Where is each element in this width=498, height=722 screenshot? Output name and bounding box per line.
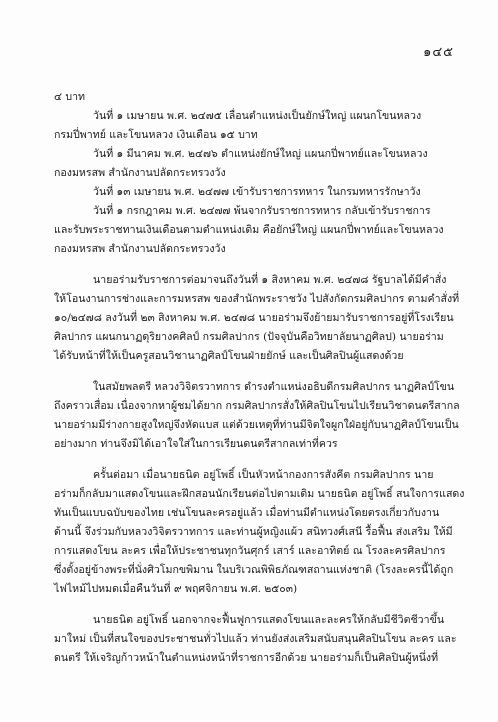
- paragraph-gap: [54, 259, 462, 271]
- page-number: ๑๔๕: [423, 45, 454, 60]
- text-line: ดนตรี ให้เจริญก้าวหน้าในตำแหน่งหน้าที่ราชการอีกด้วย นายอร่ามก็เป็นศิลปินผู้หนึ่งที่: [54, 652, 439, 664]
- text-line: และรับพระราชทานเงินเดือนตามตำแหน่งเดิม คือยักษ์ใหญ่ แผนกปี่พาทย์และโขนหลวง: [54, 224, 444, 236]
- text-line: กองมหรสพ สำนักงานปลัดกระทรวงวัง: [54, 167, 226, 179]
- text-line: ด้านนี้ จึงร่วมกับหลวงวิจิตรวาทการ และท่านผู้หญิงแผ้ว สนิทวงศ์เสนี รื้อฟื้น ส่งเสริม ให้มี: [54, 526, 453, 538]
- text-line: ๔ บาท: [54, 91, 86, 103]
- text-line: การแสดงโขน ละคร เพื่อให้ประชาชนทุกวันศุกร์ เสาร์ และอาทิตย์ ณ โรงละครศิลปากร: [54, 545, 446, 557]
- text-line: ในสมัยพลตรี หลวงวิจิตรวาทการ ดำรงตำแหน่งอธิบดีกรมศิลปากร นาฏศิลป์โขน: [93, 381, 455, 393]
- text-line: ไฟไหม้ไปหมดเมื่อคืนวันที่ ๙ พฤศจิกายน พ.ศ. ๒๕๐๓): [54, 583, 298, 595]
- text-line: วันที่ ๑ มีนาคม พ.ศ. ๒๔๗๖ ตำแหน่งยักษ์ใหญ่ แผนกปี่พาทย์และโขนหลวง: [93, 148, 428, 160]
- text-line: กองมหรสพ สำนักงานปลัดกระทรวงวัง: [54, 243, 226, 255]
- paragraph-gap: [54, 366, 462, 378]
- text-line: กรมปี่พาทย์ และโขนหลวง เงินเดือน ๑๕ บาท: [54, 129, 258, 141]
- text-line: อย่างมาก ท่านจึงมิได้เอาใจใส่ในการเรียนดนตรีสากลเท่าที่ควร: [54, 438, 338, 450]
- text-line: ถึงคราวเสื่อม เนื่องจากหาผู้ชมได้ยาก กรมศิลปากรสั่งให้ศิลปินโขนไปเรียนวิชาดนตรีสากล: [54, 400, 460, 412]
- text-line: นายอร่ามรับราชการต่อมาจนถึงวันที่ ๑ สิงหาคม พ.ศ. ๒๔๗๘ รัฐบาลได้มีคำสั่ง: [93, 274, 447, 286]
- text-line: นายธนิต อยู่โพธิ์ นอกจากจะฟื้นฟูการแสดงโขนและละครให้กลับมีชีวิตชีวาขึ้น: [93, 614, 445, 626]
- body-text: [54, 88, 465, 668]
- text-line: ศิลปากร แผนกนาฏดุริยางคศิลป์ กรมศิลปากร (ปัจจุบันคือวิทยาลัยนาฏศิลป) นายอร่าม: [54, 331, 444, 343]
- text-line: ครั้นต่อมา เมื่อนายธนิต อยู่โพธิ์ เป็นหัวหน้ากองการสังคีต กรมศิลปากร นาย: [93, 469, 434, 481]
- paragraph-gap: [54, 599, 462, 611]
- text-line: ให้โอนงานการช่างและการมหรสพ ของสำนักพระราชวัง ไปสังกัดกรมศิลปากร ตามคำสั่งที่: [54, 293, 460, 305]
- text-line: ทันเป็นแบบฉบับของไทย เช่นโขนละครอยู่แล้ว เมื่อท่านมีตำแหน่งโดยตรงเกี่ยวกับงาน: [54, 507, 440, 519]
- text-line: ได้รับหน้าที่ให้เป็นครูสอนวิชานาฏศิลป์โขนฝ่ายยักษ์ และเป็นศิลปินผู้แสดงด้วย: [54, 350, 404, 362]
- text-line: วันที่ ๑ กรกฎาคม พ.ศ. ๒๔๗๗ พ้นจากรับราชการทหาร กลับเข้ารับราชการ: [93, 205, 431, 217]
- text-line: มาใหม่ เป็นที่สนใจของประชาชนทั่วไปแล้ว ท่านยังส่งเสริมสนับสนุนศิลปินโขน ละคร และ: [54, 633, 457, 645]
- text-line: อร่ามก็กลับมาแสดงโขนและฝึกสอนนักเรียนต่อไปตามเดิม นายธนิต อยู่โพธิ์ สนใจการแสดง: [54, 488, 465, 500]
- text-line: วันที่ ๑ เมษายน พ.ศ. ๒๔๗๕ เลื่อนตำแหน่งเป็นยักษ์ใหญ่ แผนกโขนหลวง: [93, 110, 422, 122]
- text-line: ๑๐/๒๔๗๘ ลงวันที่ ๒๓ สิงหาคม พ.ศ. ๒๔๗๘ นายอร่ามจึงย้ายมารับราชการอยู่ที่โรงเรียน: [54, 312, 454, 324]
- text-line: วันที่ ๑๓ เมษายน พ.ศ. ๒๔๗๗ เข้ารับราชการทหาร ในกรมทหารรักษาวัง: [93, 186, 421, 198]
- paragraph-gap: [54, 454, 462, 466]
- text-line: ซึ่งตั้งอยู่ข้างพระที่นั่งศิวโมกขพิมาน ในบริเวณพิพิธภัณฑสถานแห่งชาติ (โรงละครนี้ได้ถูก: [54, 564, 454, 576]
- text-line: นายอร่ามมีร่างกายสูงใหญ่จึงหัดแบส แต่ด้วยเหตุที่ท่านมีจิตใจผูกใฝ่อยู่กับนาฏศิลป์โขนเป็น: [54, 419, 459, 431]
